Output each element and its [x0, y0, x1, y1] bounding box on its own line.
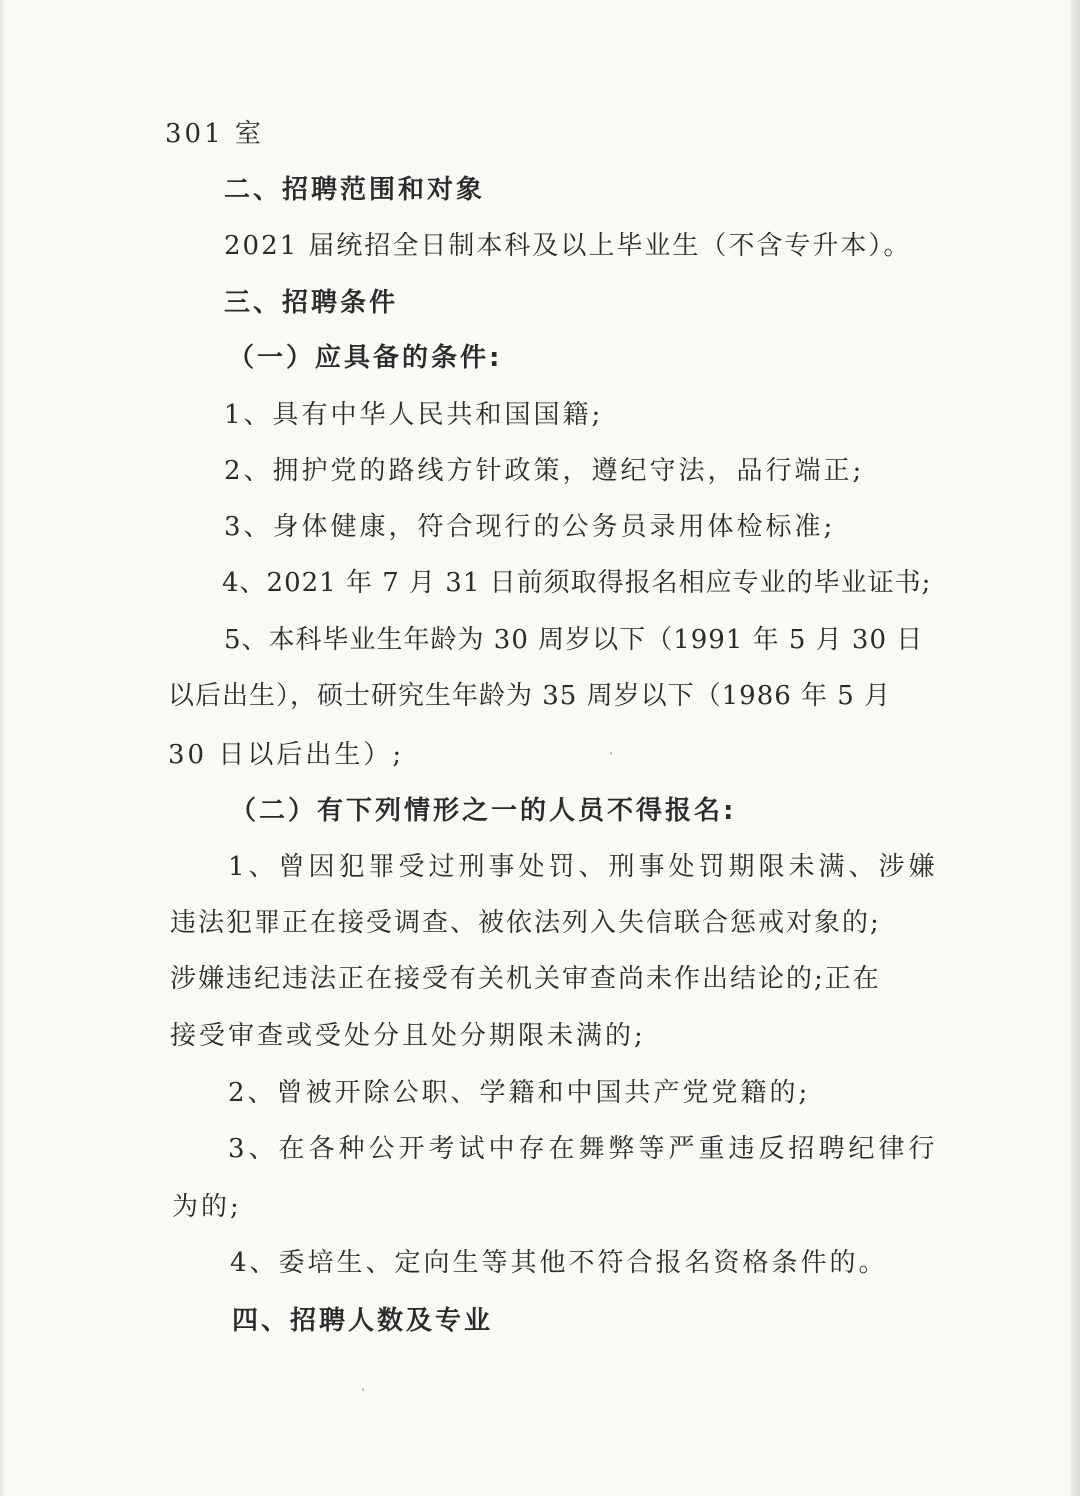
excluded-item-1-line-1: 1、曾因犯罪受过刑事处罚、刑事处罚期限未满、涉嫌 [228, 852, 939, 882]
subsection-heading-required: （一）应具备的条件: [228, 343, 503, 373]
condition-item-2: 2、拥护党的路线方针政策，遵纪守法，品行端正; [224, 456, 865, 486]
excluded-item-1-line-2: 违法犯罪正在接受调查、被依法列入失信联合惩戒对象的; [170, 908, 881, 938]
scan-right-edge [1070, 0, 1080, 1496]
subsection-heading-excluded: （二）有下列情形之一的人员不得报名: [230, 796, 737, 826]
excluded-item-1-line-3: 涉嫌违纪违法正在接受有关机关审查尚未作出结论的;正在 [170, 964, 881, 994]
scan-speck [610, 752, 612, 755]
condition-item-5-line-3: 30 日以后出生）; [168, 740, 405, 770]
text-line-room: 301 室 [165, 119, 264, 149]
condition-item-1: 1、具有中华人民共和国国籍; [224, 400, 604, 430]
condition-item-3: 3、身体健康，符合现行的公务员录用体检标准; [224, 512, 836, 542]
scan-left-shadow [0, 0, 6, 1496]
condition-item-4: 4、2021 年 7 月 31 日前须取得报名相应专业的毕业证书; [222, 568, 932, 598]
section-heading-scope: 二、招聘范围和对象 [224, 175, 486, 205]
section-heading-conditions: 三、招聘条件 [224, 288, 399, 318]
section-heading-positions: 四、招聘人数及专业 [232, 1306, 494, 1336]
excluded-item-3-line-1: 3、在各种公开考试中存在舞弊等严重违反招聘纪律行 [228, 1134, 939, 1164]
text-line-scope: 2021 届统招全日制本科及以上毕业生（不含专升本）。 [224, 231, 912, 261]
excluded-item-1-line-4: 接受审查或受处分且处分期限未满的; [170, 1021, 646, 1051]
condition-item-5-line-2: 以后出生），硕士研究生年龄为 35 周岁以下（1986 年 5 月 [168, 681, 892, 711]
excluded-item-4: 4、委培生、定向生等其他不符合报名资格条件的。 [230, 1248, 888, 1278]
excluded-item-2: 2、曾被开除公职、学籍和中国共产党党籍的; [228, 1078, 811, 1108]
condition-item-5-line-1: 5、本科毕业生年龄为 30 周岁以下（1991 年 5 月 30 日 [224, 625, 924, 655]
excluded-item-3-line-2: 为的; [172, 1192, 242, 1222]
scan-speck [362, 1388, 364, 1391]
